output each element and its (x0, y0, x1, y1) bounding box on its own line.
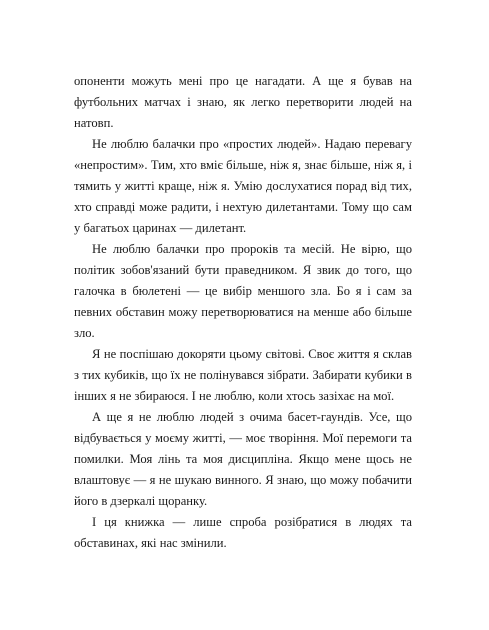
paragraph-prophets: Не люблю балачки про пророків та месій. Не вірю, що політик зобов'язаний бути праведником. Я звик до того, що галочка в бюлетені — це вибір меншого зла. Бо я і сам за певних обставин можу перетворюватися на менше або більше зло. (74, 242, 412, 340)
paragraph-world: Я не поспішаю докоряти цьому світові. Своє життя я склав з тих кубиків, що їх не полінувався зібрати. Забирати кубики в інших я не збираюся. І не люблю, коли хтось зазіхає на мої. (74, 347, 412, 403)
body-text (74, 71, 412, 554)
paragraph-continued: опоненти можуть мені про це нагадати. А ще я бував на футбольних матчах і знаю, як легко перетворити людей на натовп. (74, 74, 412, 130)
paragraph-simple-people: Не люблю балачки про «простих людей». Надаю перевагу «непростим». Тим, хто вміє більше, ніж я, знає більше, ніж я, і тямить у житті краще, ніж я. Умію дослухатися порад від тих, хто справді може радити, і нехтую дилетантами. Тому що сам у багатьох царинах — дилетант. (74, 137, 412, 235)
paragraph-book-purpose: І ця книжка — лише спроба розібратися в людях та обставинах, які нас змінили. (74, 515, 412, 550)
paragraph-basset-eyes: А ще я не люблю людей з очима басет-гаундів. Усе, що відбувається у моєму житті, — моє творіння. Мої перемоги та помилки. Моя лінь та моя дисципліна. Якщо мене щось не влаштовує — я не шукаю винного. Я знаю, що можу побачити його в дзеркалі щоранку. (74, 410, 412, 508)
